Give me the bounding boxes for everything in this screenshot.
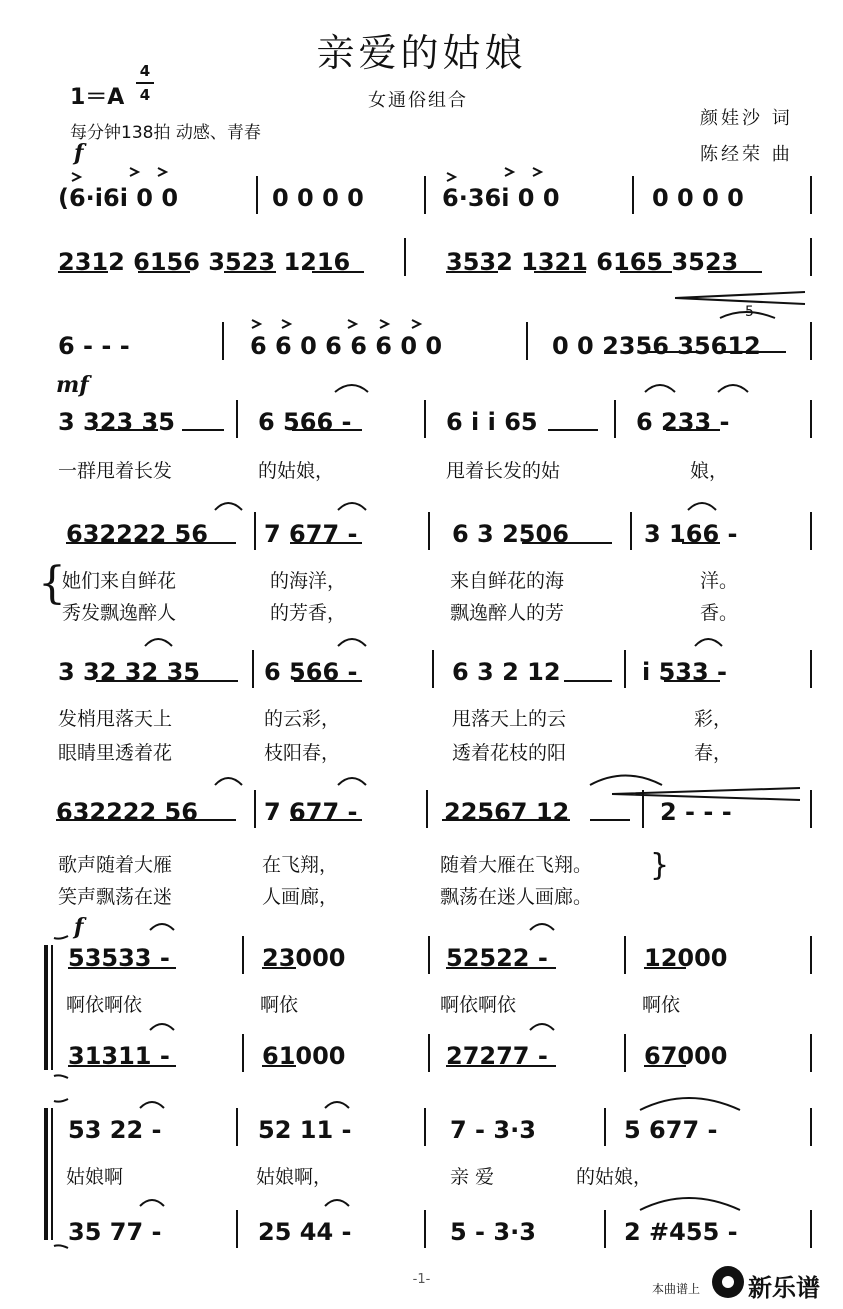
verse4-lyric1-1: 歌声随着大雁 (58, 854, 173, 876)
intro-measure-7: 0 0 2356 35612 (552, 332, 761, 360)
verse1-measure-3: 6 i i 65 (446, 408, 538, 436)
page-number: -1- (412, 1272, 431, 1287)
verse-brace: { (38, 558, 66, 609)
intro-measure-6: 6 6 0 6 6 6 0 0 (250, 332, 443, 360)
intro-measure-2: 0 0 0 0 (272, 184, 364, 212)
verse3-lyric2-3: 透着花枝的阳 (452, 742, 567, 764)
chorus1-lyric-1: 啊依啊依 (66, 994, 143, 1016)
verse3-lyric2-1: 眼睛里透着花 (58, 742, 173, 764)
record-icon (712, 1266, 744, 1298)
chorus2-lyric-3: 亲 爱 (450, 1166, 495, 1188)
intro-measure-5: 6 - - - (58, 332, 130, 360)
chorus1-upper-1: 53533 - (68, 944, 170, 972)
chorus1-lyric-3: 啊依啊依 (440, 994, 517, 1016)
verse2-lyric2-4: 香。 (700, 602, 739, 624)
verse2-lyric1-4: 洋。 (700, 570, 739, 592)
verse3-lyric1-2: 的云彩， (264, 708, 341, 730)
verse2-lyric2-1: 秀发飘逸醉人 (62, 602, 177, 624)
verse4-lyric1-2: 在飞翔， (262, 854, 339, 876)
verse4-lyric2-3: 飘荡在迷人画廊。 (440, 886, 593, 908)
chorus1-lyric-4: 啊依 (642, 994, 681, 1016)
chorus1-lyric-2: 啊依 (260, 994, 299, 1016)
verse3-lyric2-4: 春， (694, 742, 733, 764)
watermark-brand: 新乐谱 (748, 1274, 820, 1302)
verse2-measure-1: 632222 56 (66, 520, 208, 548)
chorus1-lower-1: 31311 - (68, 1042, 170, 1070)
score-title: 亲爱的姑娘 (316, 31, 527, 75)
verse3-lyric2-2: 枝阳春， (264, 742, 341, 764)
verse3-measure-1: 3 32 32 35 (58, 658, 200, 686)
chorus2-lyric-4: 的姑娘， (576, 1166, 653, 1188)
intro-measure-4: 0 0 0 0 (652, 184, 744, 212)
verse4-lyric2-2: 人画廊， (262, 886, 339, 908)
verse4-measure-3: 22567 12 (444, 798, 570, 826)
chorus2-lyric-1: 姑娘啊 (66, 1166, 124, 1188)
verse4-measure-2: 7 677 - (264, 798, 358, 826)
chorus2-lyric-2: 姑娘啊， (256, 1166, 333, 1188)
verse3-lyric1-4: 彩， (694, 708, 733, 730)
verse2-lyric1-3: 来自鲜花的海 (450, 570, 565, 592)
chorus2-lower-2: 25 44 - (258, 1218, 352, 1246)
chorus1-upper-2: 23000 (262, 944, 346, 972)
watermark-prefix: 本曲谱上 (652, 1282, 701, 1296)
verse3-measure-4: i 533 - (642, 658, 727, 686)
lyricist-credit: 颜娃沙 词 (700, 108, 793, 129)
verse2-lyric2-2: 的芳香， (270, 602, 347, 624)
tempo-marking: 每分钟138拍 动感、青春 (70, 123, 261, 143)
chorus2-upper-1: 53 22 - (68, 1116, 162, 1144)
verse1-measure-1: 3 323 35 (58, 408, 175, 436)
composer-credit: 陈经荣 曲 (700, 144, 793, 165)
verse2-measure-3: 6 3 2506 (452, 520, 569, 548)
chorus2-upper-3: 7 - 3·3 (450, 1116, 536, 1144)
time-signature-top: 4 (139, 62, 151, 80)
key-signature: 1＝A (70, 85, 125, 110)
verse2-lyric2-3: 飘逸醉人的芳 (450, 602, 565, 624)
verse4-lyric2-1: 笑声飘荡在迷 (58, 886, 173, 908)
chorus1-upper-4: 12000 (644, 944, 728, 972)
chorus2-upper-2: 52 11 - (258, 1116, 352, 1144)
intro-measure-3: 6·36i 0 0 (442, 184, 560, 212)
intro-phrase-2: 3532 1321 6165 3523 (446, 248, 739, 276)
chorus1-lower-2: 61000 (262, 1042, 346, 1070)
time-signature-bottom: 4 (139, 86, 151, 104)
verse4-measure-4: 2 - - - (660, 798, 732, 826)
verse1-lyric-3: 甩着长发的姑 (446, 460, 561, 482)
dynamic-forte: f (74, 140, 84, 166)
chorus2-upper-4: 5 677 - (624, 1116, 718, 1144)
verse3-lyric1-1: 发梢甩落天上 (58, 708, 173, 730)
tuplet-number: 5 (745, 304, 754, 320)
verse1-lyric-4: 娘， (690, 460, 729, 482)
score-subtitle: 女通俗组合 (368, 90, 468, 111)
dynamic-mezzo-forte: mf (56, 372, 89, 398)
verse3-measure-3: 6 3 2 12 (452, 658, 561, 686)
chorus2-lower-1: 35 77 - (68, 1218, 162, 1246)
chorus2-lower-4: 2 #455 - (624, 1218, 738, 1246)
verse2-lyric1-2: 的海洋， (270, 570, 347, 592)
verse3-lyric1-3: 甩落天上的云 (452, 708, 567, 730)
verse4-lyric1-3: 随着大雁在飞翔。 (440, 854, 593, 876)
verse-end-brace: } (650, 848, 670, 883)
verse1-measure-4: 6 233 - (636, 408, 730, 436)
chorus-dynamic-forte: f (74, 914, 84, 940)
verse4-measure-1: 632222 56 (56, 798, 198, 826)
intro-measure-1: (6·i6i 0 0 (58, 184, 179, 212)
chorus2-lower-3: 5 - 3·3 (450, 1218, 536, 1246)
chorus1-lower-3: 27277 - (446, 1042, 548, 1070)
verse1-lyric-2: 的姑娘， (258, 460, 335, 482)
verse3-measure-2: 6 566 - (264, 658, 358, 686)
verse1-measure-2: 6 566 - (258, 408, 352, 436)
chorus1-lower-4: 67000 (644, 1042, 728, 1070)
verse2-measure-2: 7 677 - (264, 520, 358, 548)
intro-phrase-1: 2312 6156 3523 1216 (58, 248, 351, 276)
verse2-measure-4: 3 166 - (644, 520, 738, 548)
verse2-lyric1-1: 她们来自鲜花 (62, 570, 177, 592)
chorus1-upper-3: 52522 - (446, 944, 548, 972)
verse1-lyric-1: 一群甩着长发 (58, 460, 173, 482)
